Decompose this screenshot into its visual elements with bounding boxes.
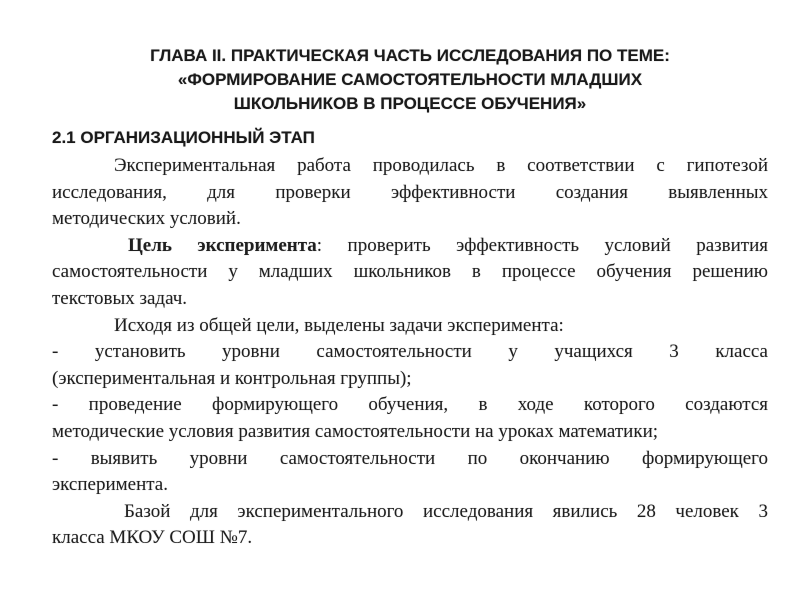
task-3-line-1: - выявить уровни самостоятельности по окончанию формирующего — [52, 447, 768, 469]
task-1-line-1: - установить уровни самостоятельности у учащихся 3 класса — [52, 341, 768, 363]
paragraph-2-line-1 — [52, 233, 768, 260]
paragraph-1-line-2: исследования, для проверки эффективности создания выявленных — [52, 181, 768, 203]
paragraph-2-line-3: текстовых задач. — [52, 287, 188, 309]
task-2-line-1: - проведение формирующего обучения, в ходе которого создаются — [52, 394, 768, 416]
paragraph-1-line-1: Экспериментальная работа проводилась в соответствии с гипотезой — [114, 155, 768, 176]
task-1-line-2: (экспериментальная и контрольная группы); — [52, 367, 412, 389]
goal-text: : проверить эффективность условий развития — [316, 234, 768, 256]
title-line-3: ШКОЛЬНИКОВ В ПРОЦЕССЕ ОБУЧЕНИЯ» — [233, 94, 587, 113]
title-line-1: ГЛАВА II. ПРАКТИЧЕСКАЯ ЧАСТЬ ИССЛЕДОВАНИЯ ПО ТЕМЕ: — [150, 46, 670, 65]
tasks-intro: Исходя из общей цели, выделены задачи эксперимента: — [114, 314, 564, 336]
task-3-line-2: эксперимента. — [52, 474, 168, 496]
paragraph-1-line-3: методических условий. — [52, 208, 241, 230]
body-text — [52, 153, 768, 552]
paragraph-4-line-1: Базой для экспериментального исследования явились 28 человек 3 — [124, 500, 768, 522]
section-heading: 2.1 ОРГАНИЗАЦИОННЫЙ ЭТАП — [52, 128, 315, 147]
paragraph-4-line-2: класса МКОУ СОШ №7. — [52, 527, 253, 549]
paragraph-2-line-2: самостоятельности у младших школьников в процессе обучения решению — [52, 261, 768, 283]
task-2-line-2: методические условия развития самостоятельности на уроках математики; — [52, 420, 659, 442]
goal-label: Цель эксперимента — [128, 234, 317, 256]
title-line-2: «ФОРМИРОВАНИЕ САМОСТОЯТЕЛЬНОСТИ МЛАДШИХ — [177, 70, 643, 89]
page-title — [48, 44, 772, 116]
